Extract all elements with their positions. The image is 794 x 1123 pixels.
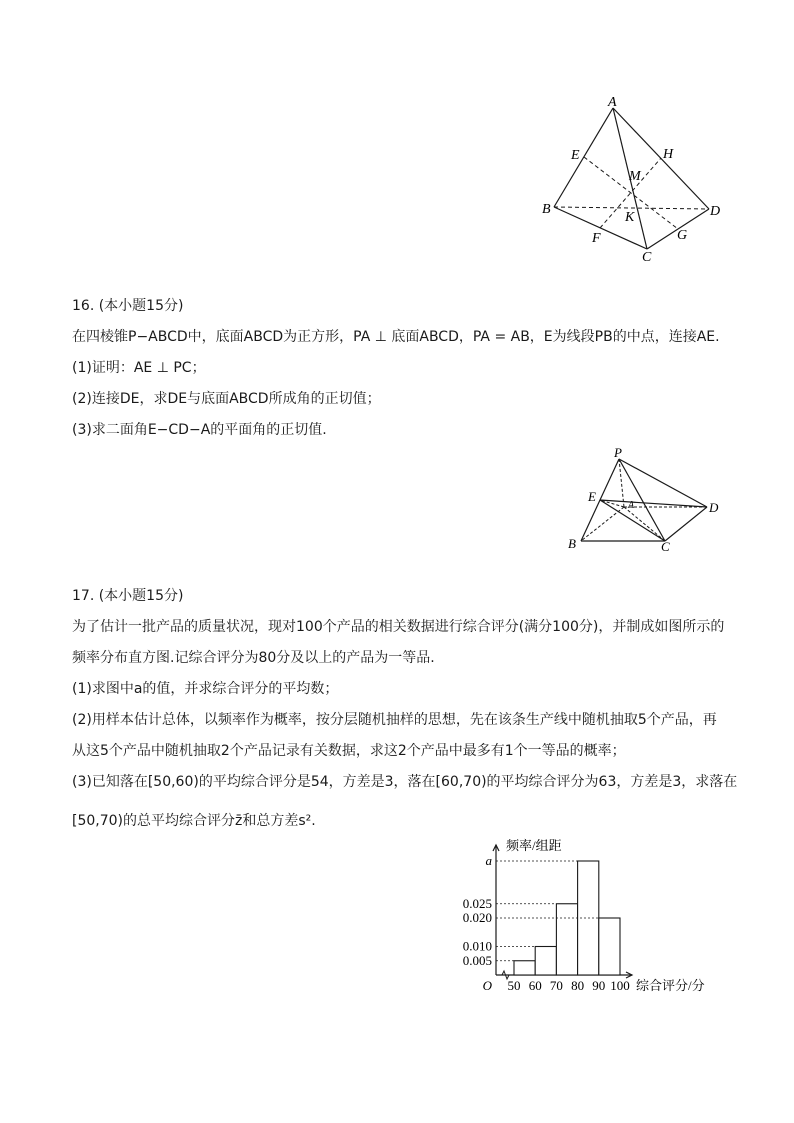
label-H: H (663, 147, 674, 162)
frequency-histogram (450, 830, 740, 1005)
y-tick-label: a (485, 853, 492, 868)
edge-AB (554, 108, 613, 207)
label-C: C (642, 250, 652, 264)
label-A: A (628, 500, 635, 511)
label-A: A (608, 95, 617, 110)
problem16-q2: (2)连接DE，求DE与底面ABCD所成角的正切值； (72, 391, 381, 407)
edge-CD (665, 507, 707, 541)
label-D: D (710, 204, 721, 219)
problem17-q3-1: (3)已知落在[50,60)的平均综合评分是54，方差是3，落在[60,70)的平均综合评分为63，方差是3，求落在 (72, 774, 738, 790)
x-tick-label: 70 (549, 978, 563, 993)
problem17-header: 17. (本小题15分) (72, 588, 184, 604)
label-C: C (661, 539, 670, 554)
label-D: D (709, 500, 719, 515)
problem17-q1: (1)求图中a的值，并求综合评分的平均数； (72, 681, 339, 697)
y-tick-label: 0.005 (462, 952, 492, 968)
label-K: K (625, 210, 635, 225)
problem16-header: 16. (本小题15分) (72, 298, 184, 314)
problem17-stem-1: 为了估计一批产品的质量状况，现对100个产品的相关数据进行综合评分(满分100分)，并制成如图所示的 (72, 619, 725, 635)
edge-AB-hidden (581, 507, 624, 541)
label-E: E (588, 489, 596, 504)
label-P: P (614, 445, 622, 460)
histogram-bar (535, 947, 556, 976)
problem17-q2-2: 从这5个产品中随机抽取2个产品记录有关数据，求这2个产品中最多有1个一等品的概率； (72, 743, 626, 759)
problem17-q2-1: (2)用样本估计总体，以频率作为概率，按分层随机抽样的思想，先在该条生产线中随机抽取5个产品，再 (72, 712, 717, 728)
x-tick-label: 90 (592, 978, 606, 993)
origin-label: O (482, 978, 492, 993)
pyramid-figure (560, 444, 730, 556)
edge-BD-hidden (554, 207, 709, 209)
label-M: M (629, 169, 641, 184)
x-tick-label: 100 (610, 978, 630, 993)
label-F: F (592, 231, 601, 246)
x-tick-label: 80 (571, 978, 585, 993)
label-E: E (571, 148, 580, 163)
y-tick-label: 0.010 (462, 938, 492, 954)
problem16-q1: (1)证明：AE ⊥ PC； (72, 360, 206, 376)
label-B: B (568, 536, 576, 551)
histogram-bar (599, 918, 620, 975)
x-tick-label: 50 (507, 978, 521, 993)
label-B: B (542, 202, 551, 217)
y-tick-label: 0.025 (462, 895, 492, 911)
y-tick-label: 0.020 (462, 910, 492, 925)
histogram-bar (556, 904, 577, 975)
segment-ED (600, 500, 707, 507)
segment-AC-hidden (624, 507, 665, 541)
problem17-stem-2: 频率分布直方图.记综合评分为80分及以上的产品为一等品. (72, 650, 435, 666)
x-axis-title: 综合评分/分 (636, 978, 705, 993)
problem17-q3-2: [50,70)的总平均综合评分z̄和总方差s². (72, 813, 316, 829)
tetrahedron-figure (536, 92, 732, 264)
histogram-bar (514, 961, 535, 975)
label-G: G (677, 228, 688, 243)
x-tick-label: 60 (528, 978, 542, 993)
problem16-stem: 在四棱锥P−ABCD中，底面ABCD为正方形，PA ⊥ 底面ABCD，PA = AB，E为线段PB的中点，连接AE. (72, 329, 720, 345)
problem16-q3: (3)求二面角E−CD−A的平面角的正切值. (72, 422, 327, 438)
y-axis-title: 频率/组距 (506, 838, 562, 853)
